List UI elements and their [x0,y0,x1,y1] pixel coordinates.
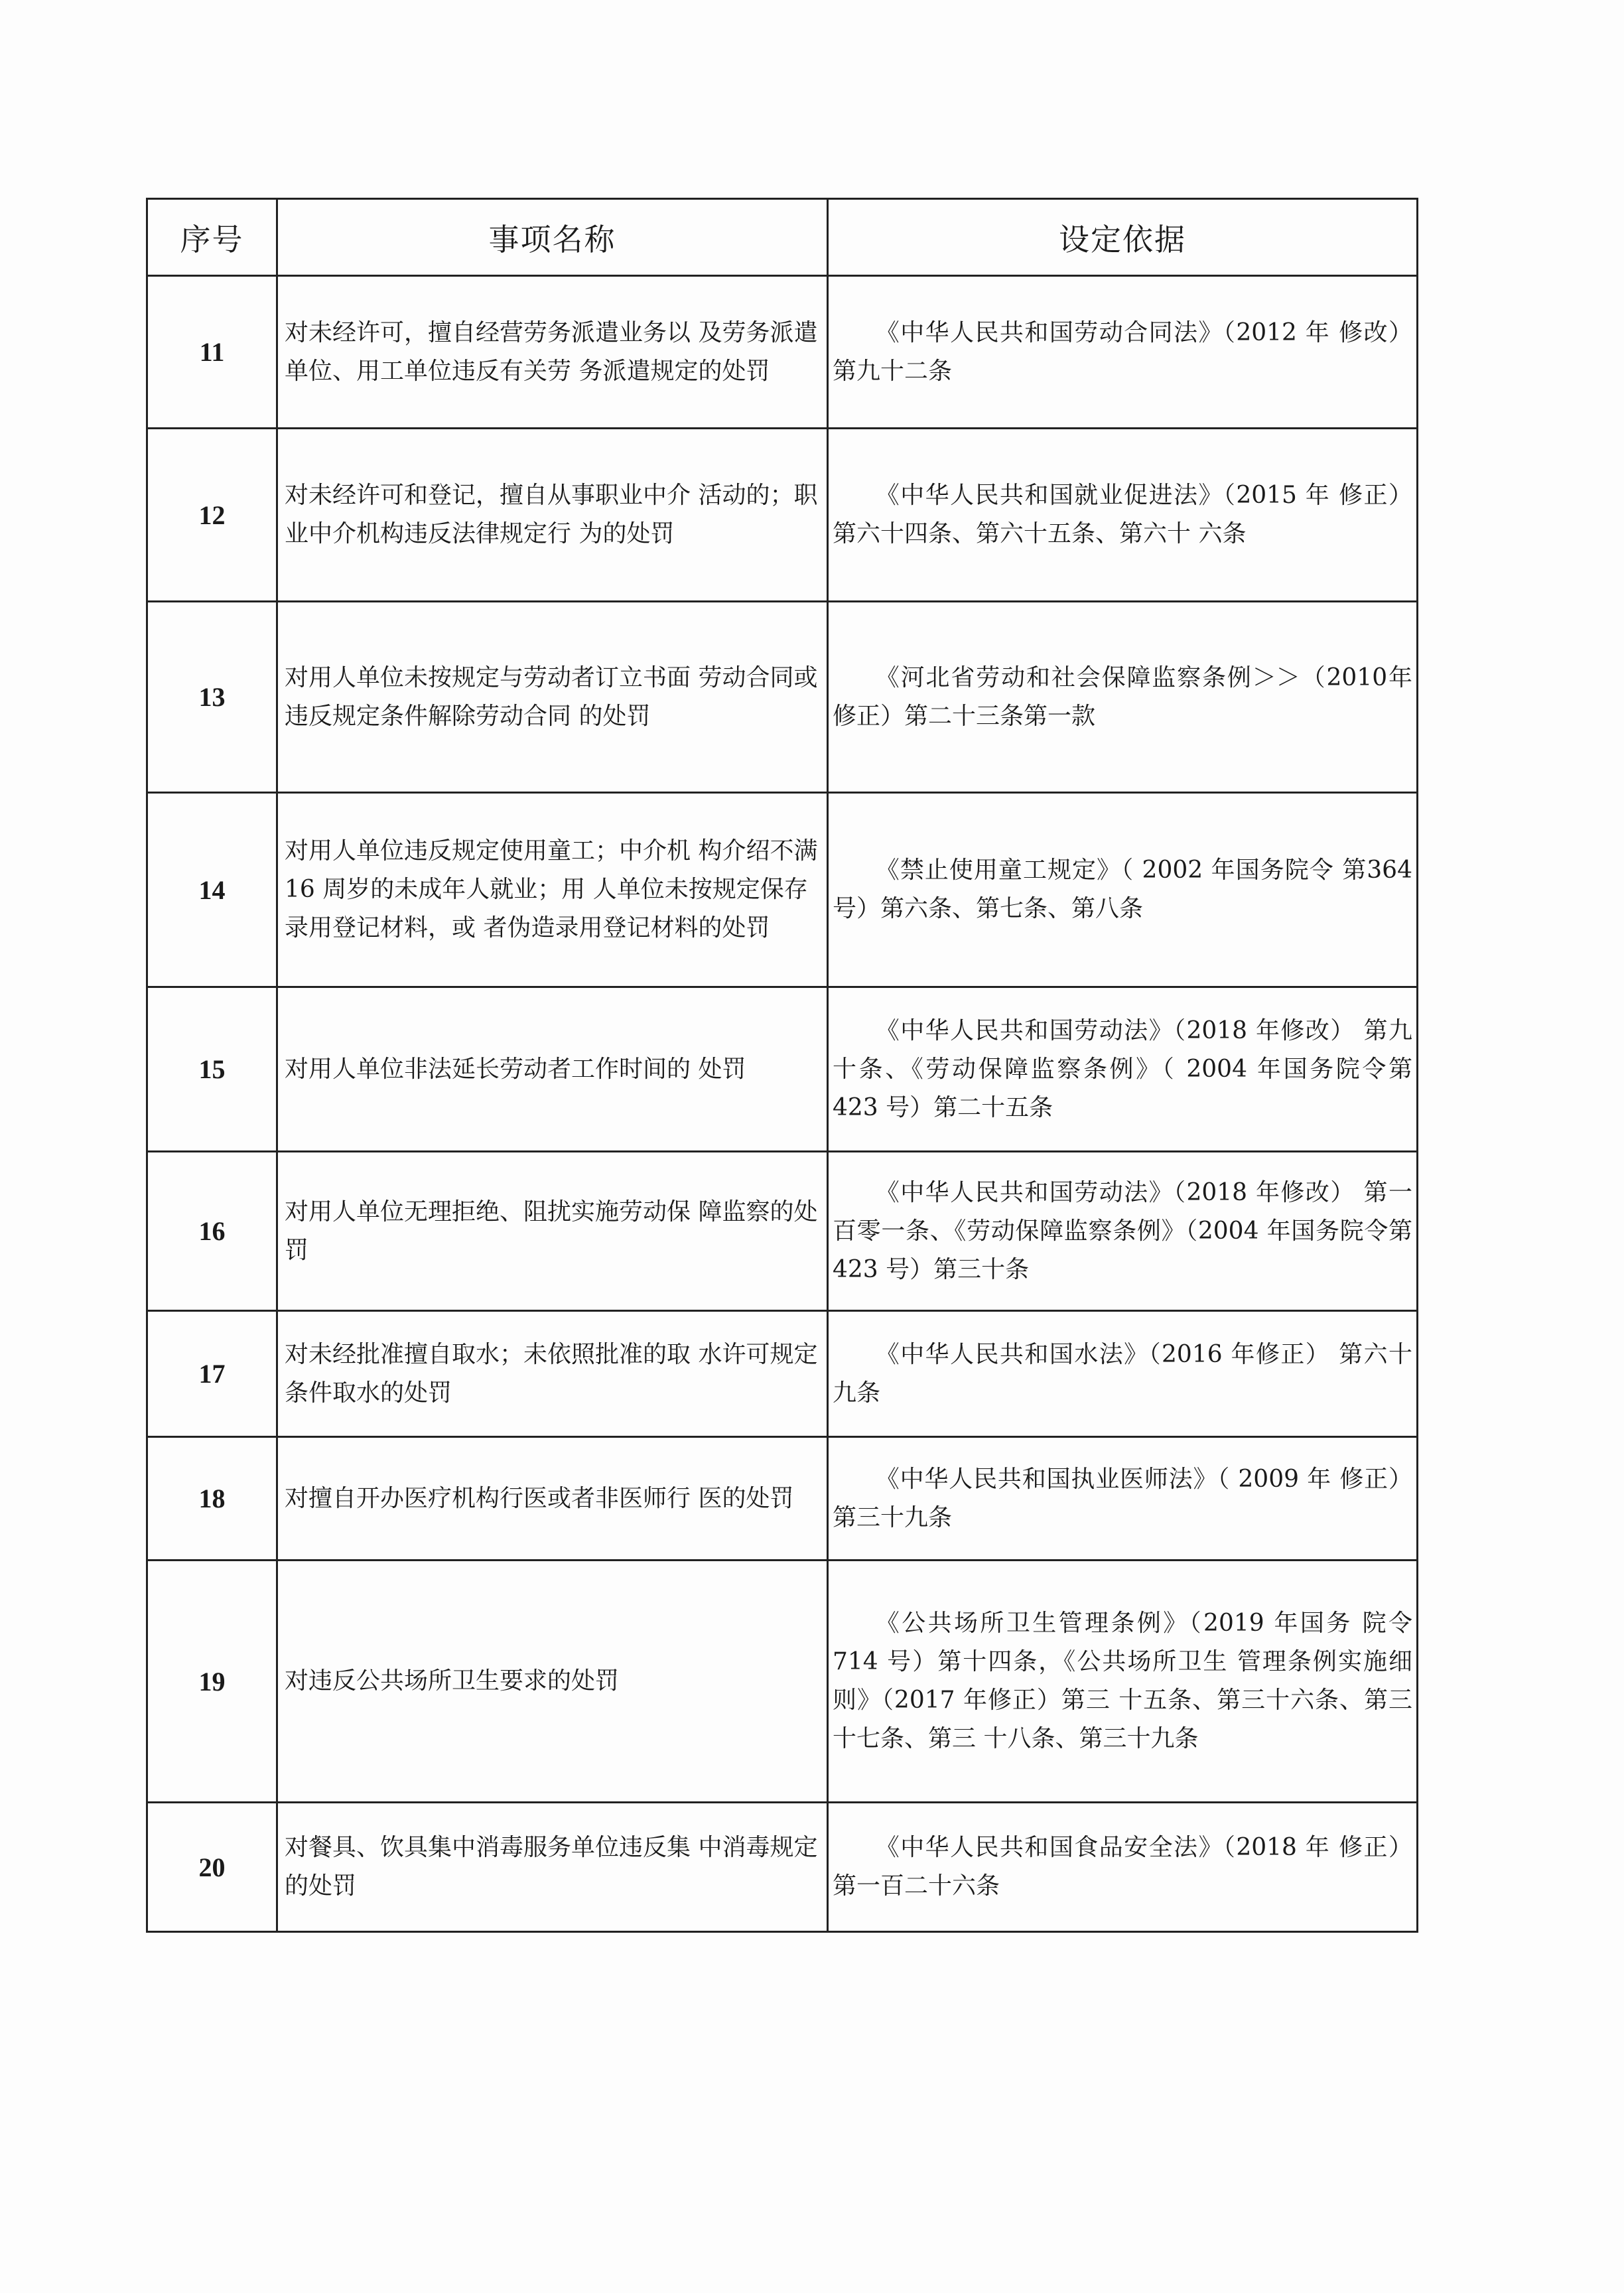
row-no: 14 [147,793,277,987]
row-no: 19 [147,1561,277,1803]
table-row [147,1561,1418,1803]
row-name: 对用人单位非法延长劳动者工作时间的 处罚 [277,987,828,1152]
row-name: 对用人单位未按规定与劳动者订立书面 劳动合同或违反规定条件解除劳动合同 的处罚 [277,602,828,793]
row-no: 15 [147,987,277,1152]
table-row [147,793,1418,987]
table-row [147,429,1418,602]
row-basis: 《河北省劳动和社会保障监察条例＞＞（2010年修正）第二十三条第一款 [828,602,1418,793]
row-basis: 《中华人民共和国水法》（2016 年修正） 第六十九条 [828,1311,1418,1437]
table-row [147,276,1418,429]
header-no: 序号 [147,199,277,276]
row-basis: 《中华人民共和国劳动合同法》（2012 年 修改）第九十二条 [828,276,1418,429]
row-basis: 《中华人民共和国执业医师法》（ 2009 年 修正）第三十九条 [828,1437,1418,1561]
row-name: 对未经许可，擅自经营劳务派遣业务以 及劳务派遣单位、用工单位违反有关劳 务派遣规定的处罚 [277,276,828,429]
row-basis: 《中华人民共和国就业促进法》（2015 年 修正）第六十四条、第六十五条、第六十 六条 [828,429,1418,602]
row-no: 13 [147,602,277,793]
row-name: 对未经批准擅自取水；未依照批准的取 水许可规定条件取水的处罚 [277,1311,828,1437]
row-no: 20 [147,1803,277,1932]
table-row [147,1803,1418,1932]
table-row [147,602,1418,793]
items-table [146,198,1418,1933]
row-name: 对擅自开办医疗机构行医或者非医师行 医的处罚 [277,1437,828,1561]
table-row [147,1437,1418,1561]
row-no: 11 [147,276,277,429]
row-basis: 《中华人民共和国劳动法》（2018 年修改） 第九十条、《劳动保障监察条例》（ 2004 年国务院令第 423 号）第二十五条 [828,987,1418,1152]
row-basis: 《中华人民共和国劳动法》（2018 年修改） 第一百零一条、《劳动保障监察条例》（2004 年国务院令第 423 号）第三十条 [828,1152,1418,1311]
row-no: 12 [147,429,277,602]
row-name: 对未经许可和登记，擅自从事职业中介 活动的；职业中介机构违反法律规定行 为的处罚 [277,429,828,602]
table-row [147,1152,1418,1311]
row-name: 对违反公共场所卫生要求的处罚 [277,1561,828,1803]
row-no: 17 [147,1311,277,1437]
row-basis: 《禁止使用童工规定》（ 2002 年国务院令 第364 号）第六条、第七条、第八条 [828,793,1418,987]
row-basis: 《公共场所卫生管理条例》（2019 年国务 院令 714 号）第十四条，《公共场所卫生 管理条例实施细则》（2017 年修正）第三 十五条、第三十六条、第三十七条、第三 十八条、第三十九条 [828,1561,1418,1803]
header-basis: 设定依据 [828,199,1418,276]
table-header-row [147,199,1418,276]
row-name: 对用人单位违反规定使用童工；中介机 构介绍不满 16 周岁的未成年人就业；用 人单位未按规定保存录用登记材料，或 者伪造录用登记材料的处罚 [277,793,828,987]
header-name: 事项名称 [277,199,828,276]
row-name: 对用人单位无理拒绝、阻扰实施劳动保 障监察的处罚 [277,1152,828,1311]
row-no: 18 [147,1437,277,1561]
table-row [147,987,1418,1152]
row-no: 16 [147,1152,277,1311]
row-basis: 《中华人民共和国食品安全法》（2018 年 修正）第一百二十六条 [828,1803,1418,1932]
table-row [147,1311,1418,1437]
row-name: 对餐具、饮具集中消毒服务单位违反集 中消毒规定的处罚 [277,1803,828,1932]
